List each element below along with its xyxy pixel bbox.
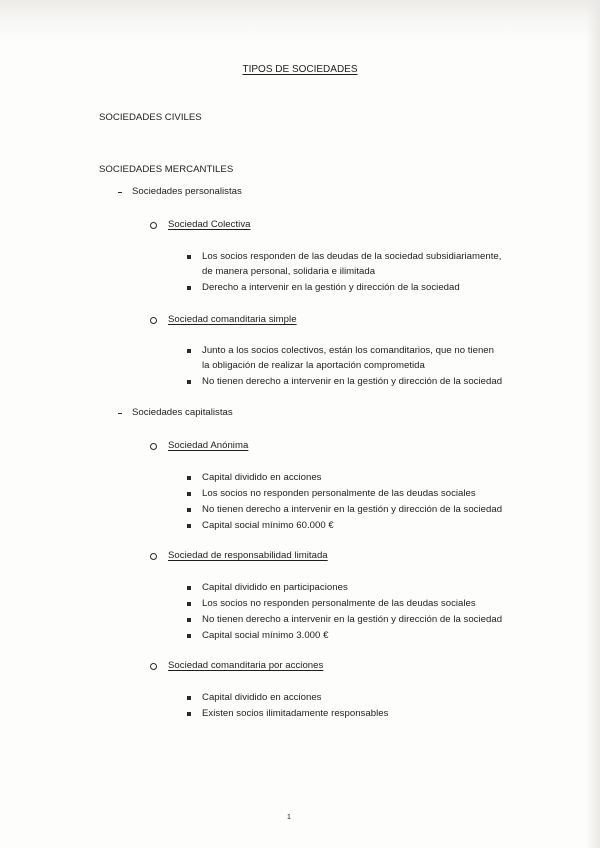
square-bullet-icon (187, 586, 191, 590)
point-text: No tienen derecho a intervenir en la gestión y dirección de la sociedad (202, 504, 503, 515)
square-bullet-icon (187, 476, 191, 480)
item-sociedad-comanditaria-acciones: Sociedad comanditaria por acciones (168, 660, 324, 671)
heading-sociedades-mercantiles: SOCIEDADES MERCANTILES (99, 164, 234, 175)
subheading-capitalistas: Sociedades capitalistas (132, 407, 233, 418)
subheading-personalistas: Sociedades personalistas (132, 186, 242, 197)
point-text: Existen socios ilimitadamente responsables (202, 708, 389, 719)
point-text: Capital dividido en acciones (202, 472, 322, 483)
point-text: Los socios no responden personalmente de las deudas sociales (202, 598, 476, 609)
square-bullet-icon (187, 286, 191, 290)
point-text: Los socios responden de las deudas de la sociedad subsidiariamente, (202, 251, 502, 262)
circle-bullet-icon (150, 663, 157, 670)
circle-bullet-icon (150, 222, 157, 229)
square-bullet-icon (187, 696, 191, 700)
circle-bullet-icon (150, 443, 157, 450)
circle-bullet-icon (150, 317, 157, 324)
square-bullet-icon (187, 634, 191, 638)
square-bullet-icon (187, 602, 191, 606)
point-text: Los socios no responden personalmente de las deudas sociales (202, 488, 476, 499)
point-text-continuation: de manera personal, solidaria e ilimitada (202, 266, 376, 277)
point-text: Capital dividido en participaciones (202, 582, 348, 593)
square-bullet-icon (187, 255, 191, 259)
page-title: TIPOS DE SOCIEDADES (242, 64, 358, 75)
page-number: 1 (287, 814, 291, 821)
circle-bullet-icon (150, 553, 157, 560)
square-bullet-icon (187, 508, 191, 512)
square-bullet-icon (187, 492, 191, 496)
point-text: Capital social mínimo 3.000 € (202, 630, 329, 641)
point-text: No tienen derecho a intervenir en la gestión y dirección de la sociedad (202, 376, 503, 387)
dash-bullet-icon (118, 192, 122, 193)
square-bullet-icon (187, 524, 191, 528)
point-text: No tienen derecho a intervenir en la gestión y dirección de la sociedad (202, 614, 503, 625)
item-sociedad-responsabilidad-limitada: Sociedad de responsabilidad limitada (168, 550, 328, 561)
point-text-continuation: la obligación de realizar la aportación comprometida (202, 360, 425, 371)
scan-shadow-right (586, 0, 600, 848)
scan-shadow-top (0, 0, 600, 40)
dash-bullet-icon (118, 413, 122, 414)
item-sociedad-comanditaria-simple: Sociedad comanditaria simple (168, 314, 297, 325)
square-bullet-icon (187, 712, 191, 716)
point-text: Capital social mínimo 60.000 € (202, 520, 334, 531)
item-sociedad-anonima: Sociedad Anónima (168, 440, 249, 451)
square-bullet-icon (187, 618, 191, 622)
point-text: Junto a los socios colectivos, están los comanditarios, que no tienen (202, 345, 495, 356)
point-text: Derecho a intervenir en la gestión y dirección de la sociedad (202, 282, 460, 293)
point-text: Capital dividido en acciones (202, 692, 322, 703)
square-bullet-icon (187, 380, 191, 384)
item-sociedad-colectiva: Sociedad Colectiva (168, 219, 251, 230)
heading-sociedades-civiles: SOCIEDADES CIVILES (99, 112, 202, 123)
square-bullet-icon (187, 349, 191, 353)
